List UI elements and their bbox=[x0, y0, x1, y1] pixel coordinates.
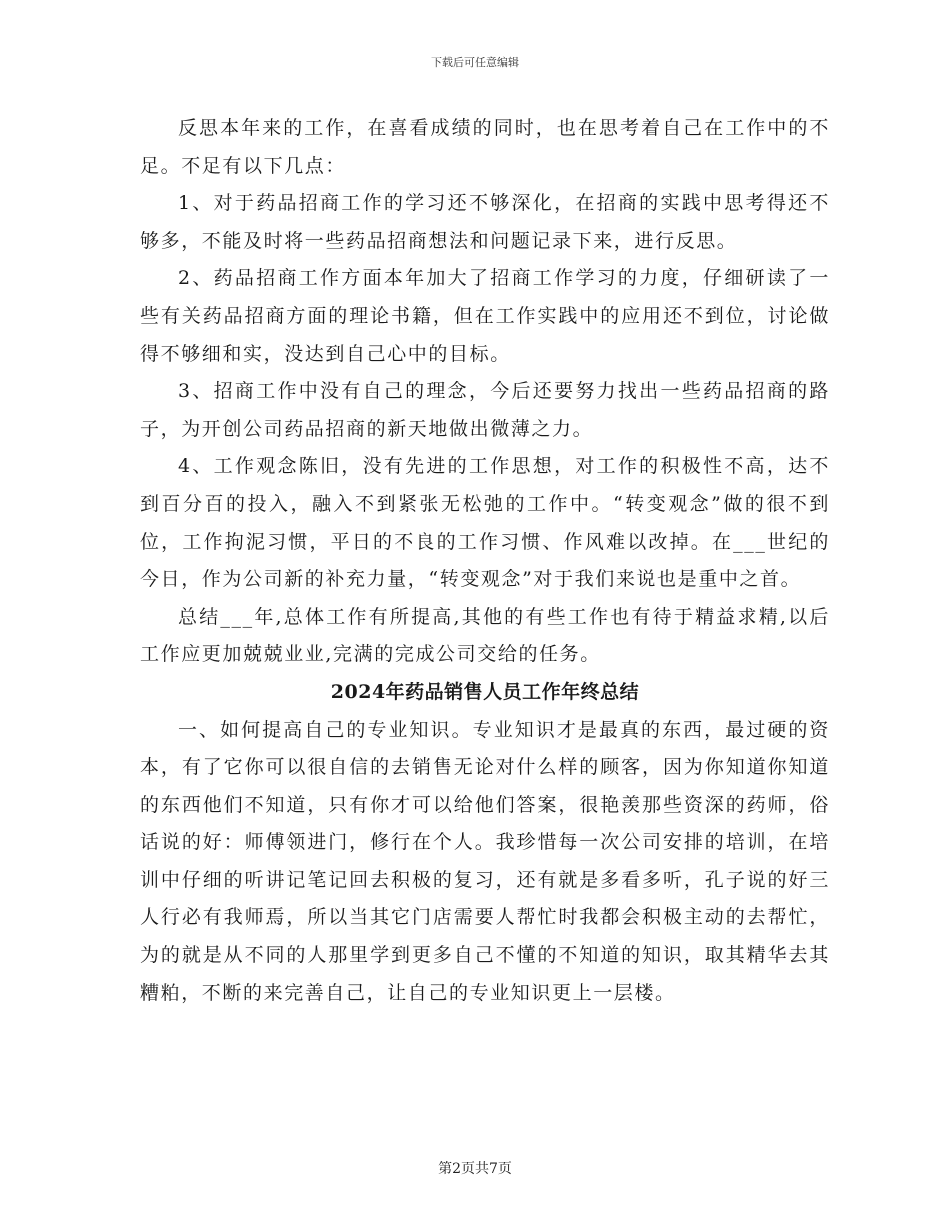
paragraph-summary: 总结___年,总体工作有所提高,其他的有些工作也有待于精益求精,以后工作应更加兢兢业业,完满的完成公司交给的任务。 bbox=[140, 605, 830, 666]
paragraph-point-4: 4、工作观念陈旧，没有先进的工作思想，对工作的积极性不高，达不到百分百的投入，融入不到紧张无松弛的工作中。“转变观念”做的很不到位，工作拘泥习惯，平日的不良的工作习惯、作风难以改掉。在___世纪的今日，作为公司新的补充力量，“转变观念”对于我们来说也是重中之首。 bbox=[140, 455, 830, 591]
page-header-note: 下载后可任意编辑 bbox=[431, 56, 519, 69]
section-title: 2024年药品销售人员工作年终总结 bbox=[330, 680, 640, 703]
paragraph-point-3: 3、招商工作中没有自己的理念，今后还要努力找出一些药品招商的路子，为开创公司药品招商的新天地做出微薄之力。 bbox=[140, 380, 830, 440]
document-body bbox=[140, 110, 830, 1012]
paragraph-point-2: 2、药品招商工作方面本年加大了招商工作学习的力度，仔细研读了一些有关药品招商方面的理论书籍，但在工作实践中的应用还不到位，讨论做得不够细和实，没达到自己心中的目标。 bbox=[140, 267, 830, 365]
page-number-footer: 第2页共7页 bbox=[438, 1161, 512, 1177]
paragraph-reflection-intro: 反思本年来的工作，在喜看成绩的同时，也在思考着自己在工作中的不足。不足有以下几点： bbox=[140, 117, 830, 177]
paragraph-professional-knowledge: 一、如何提高自己的专业知识。专业知识才是最真的东西，最过硬的资本，有了它你可以很自信的去销售无论对什么样的顾客，因为你知道你知道的东西他们不知道，只有你才可以给他们答案，很艳羡那些资深的药师，俗话说的好：师傅领进门，修行在个人。我珍惜每一次公司安排的培训，在培训中仔细的听讲记笔记回去积极的复习，还有就是多看多听，孔子说的好三人行必有我师焉，所以当其它门店需要人帮忙时我都会积极主动的去帮忙，为的就是从不同的人那里学到更多自己不懂的不知道的知识，取其精华去其糟粕，不断的来完善自己，让自己的专业知识更上一层楼。 bbox=[140, 718, 830, 1004]
paragraph-point-1: 1、对于药品招商工作的学习还不够深化，在招商的实践中思考得还不够多，不能及时将一些药品招商想法和问题记录下来，进行反思。 bbox=[140, 192, 830, 252]
